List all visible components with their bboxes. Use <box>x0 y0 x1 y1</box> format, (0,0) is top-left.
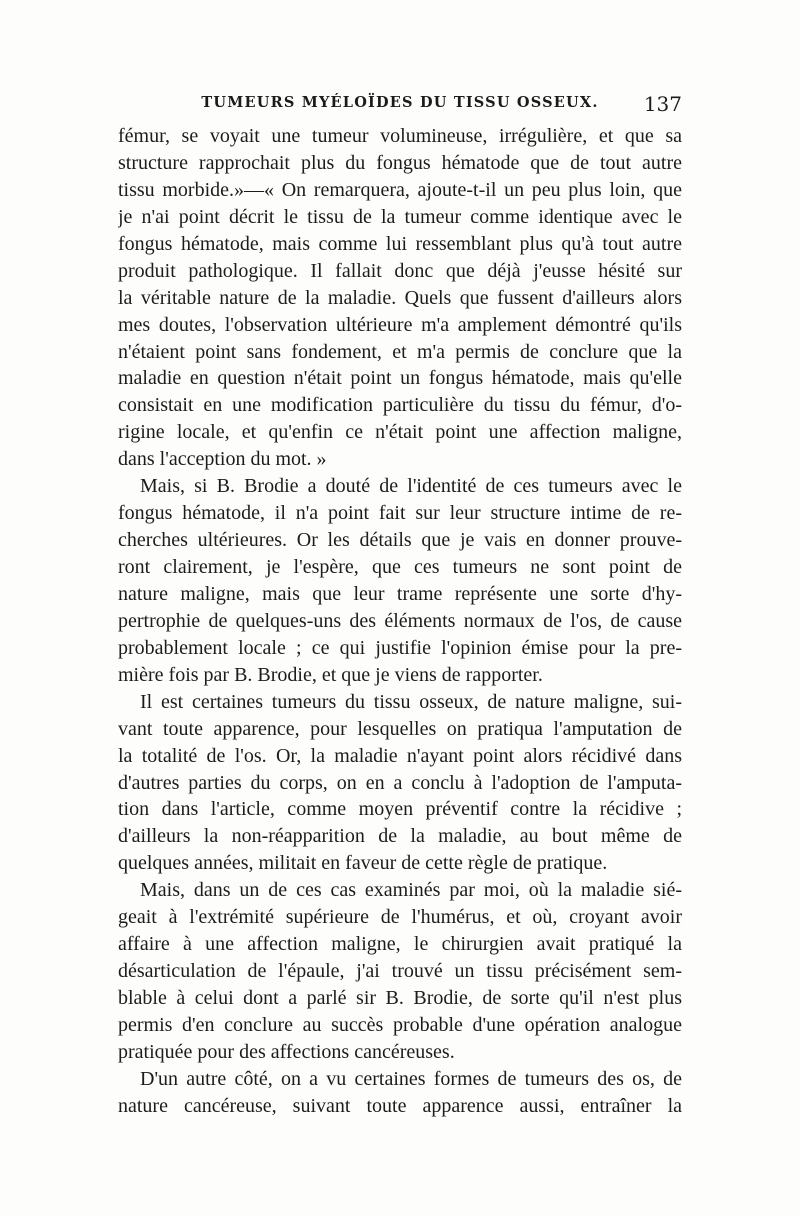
text-line: je n'ai point décrit le tissu de la tumeur comme identique avec le <box>118 205 682 228</box>
text-line: rigine locale, et qu'enfin ce n'était point une affection maligne, <box>118 421 682 444</box>
text-line: tissu morbide.»—« On remarquera, ajoute-t-il un peu plus loin, que <box>118 178 682 201</box>
text-line: désarticulation de l'épaule, j'ai trouvé un tissu précisément sem- <box>118 960 682 983</box>
body-text <box>118 123 682 1120</box>
text-line: fongus hématode, mais comme lui ressemblant plus qu'à tout autre <box>118 232 682 255</box>
text-line: la totalité de l'os. Or, la maladie n'ayant point alors récidivé dans <box>118 744 682 767</box>
text-line: pratiquée pour des affections cancéreuses. <box>118 1040 455 1063</box>
text-line: la véritable nature de la maladie. Quels que fussent d'ailleurs alors <box>118 286 682 309</box>
text-line: dans l'acception du mot. » <box>118 448 327 471</box>
text-line: ront clairement, je l'espère, que ces tumeurs ne sont point de <box>118 556 682 578</box>
text-line: consistait en une modification particulière du tissu du fémur, d'o- <box>118 394 682 417</box>
text-line: Mais, dans un de ces cas examinés par moi, où la maladie sié- <box>140 879 682 902</box>
text-line: nature maligne, mais que leur trame représente une sorte d'hy- <box>118 582 682 605</box>
text-line: produit pathologique. Il fallait donc que déjà j'eusse hésité sur <box>118 259 682 282</box>
text-line: fémur, se voyait une tumeur volumineuse, irrégulière, et que sa <box>118 125 682 147</box>
page-number: 137 <box>643 92 682 116</box>
text-line: fongus hématode, il n'a point fait sur leur structure intime de re- <box>118 502 682 525</box>
text-line: geait à l'extrémité supérieure de l'humérus, et où, croyant avoir <box>118 906 682 929</box>
text-line: maladie en question n'était point un fongus hématode, mais qu'elle <box>118 367 682 390</box>
text-line: mière fois par B. Brodie, et que je viens de rapporter. <box>118 663 543 686</box>
running-title: TUMEURS MYÉLOÏDES DU TISSU OSSEUX. <box>201 94 599 111</box>
text-line: D'un autre côté, on a vu certaines formes de tumeurs des os, de <box>140 1067 682 1090</box>
text-line: n'étaient point sans fondement, et m'a permis de conclure que la <box>118 340 682 363</box>
running-head <box>118 92 682 120</box>
text-line: pertrophie de quelques-uns des éléments normaux de l'os, de cause <box>118 609 682 632</box>
text-line: quelques années, militait en faveur de cette règle de pratique. <box>118 852 608 875</box>
text-line: d'autres parties du corps, on en a conclu à l'adoption de l'amputa- <box>118 771 682 794</box>
text-line: nature cancéreuse, suivant toute apparence aussi, entraîner la <box>118 1094 682 1117</box>
text-line: permis d'en conclure au succès probable d'une opération analogue <box>118 1013 682 1036</box>
text-line: affaire à une affection maligne, le chirurgien avait pratiqué la <box>118 933 682 956</box>
text-line: Mais, si B. Brodie a douté de l'identité de ces tumeurs avec le <box>140 475 682 498</box>
text-line: probablement locale ; ce qui justifie l'opinion émise pour la pre- <box>118 636 682 659</box>
text-line: blable à celui dont a parlé sir B. Brodie, de sorte qu'il n'est plus <box>118 987 682 1009</box>
text-line: vant toute apparence, pour lesquelles on pratiqua l'amputation de <box>118 717 682 740</box>
text-line: Il est certaines tumeurs du tissu osseux, de nature maligne, sui- <box>140 690 682 713</box>
text-line: tion dans l'article, comme moyen préventif contre la récidive ; <box>118 798 682 821</box>
text-line: mes doutes, l'observation ultérieure m'a amplement démontré qu'ils <box>118 313 682 336</box>
text-line: cherches ultérieures. Or les détails que je vais en donner prouve- <box>118 529 682 552</box>
text-line: structure rapprochait plus du fongus hématode que de tout autre <box>118 151 682 174</box>
text-line: d'ailleurs la non-réapparition de la maladie, au bout même de <box>118 825 682 848</box>
